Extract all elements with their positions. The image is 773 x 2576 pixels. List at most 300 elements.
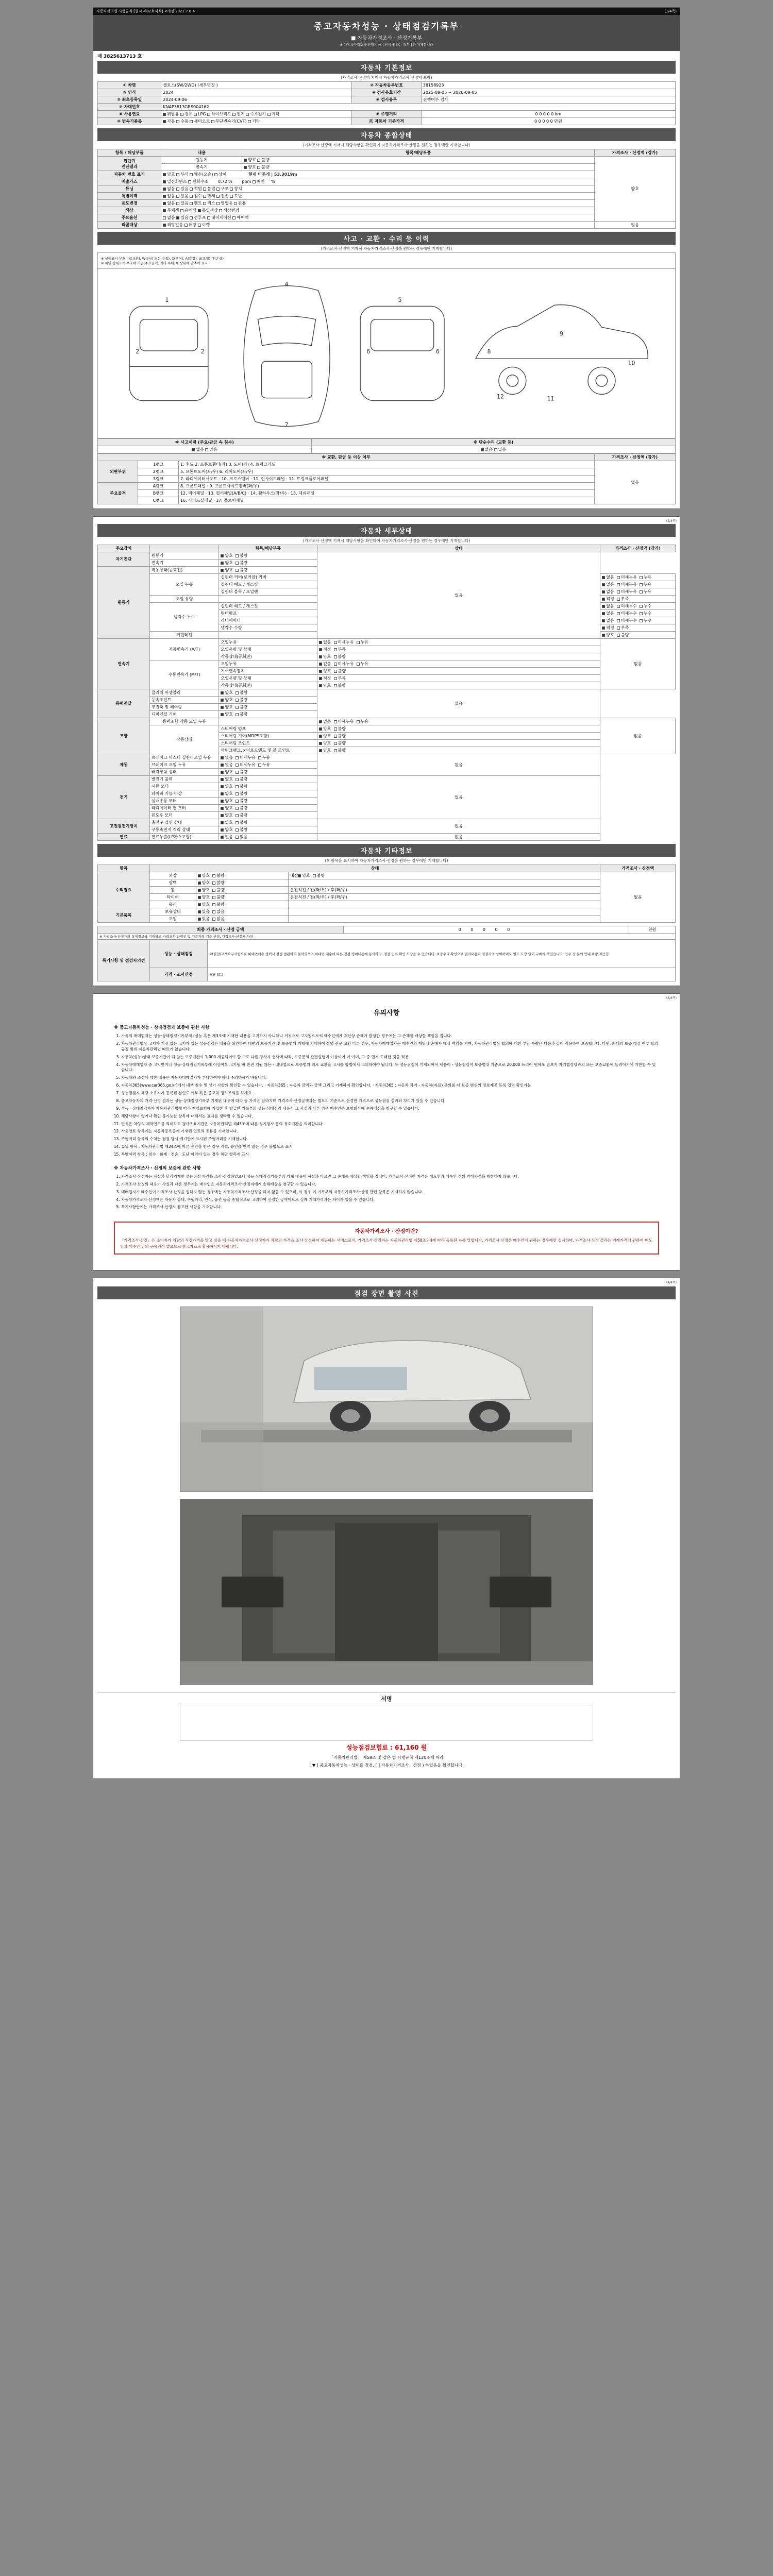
other-option-label: 양호 [201, 902, 213, 907]
notice-item: 7. 성능점검시 해당 소유자가 등록된 본인도 여부 혹은 중고차 정보조회를 하세요. [121, 1091, 659, 1096]
checkbox-불량[interactable] [334, 735, 337, 738]
detail-option-label: 불량 [239, 784, 250, 789]
checkbox-양호[interactable] [221, 699, 224, 702]
section-sub-detail: (가격조사·산정액 기재시 해당사항을 확인하여 자동차가격조사·산정을 원하는 경우에만 기재합니다) [303, 538, 470, 543]
checkbox-emission-hc[interactable] [188, 180, 191, 183]
accident-left-value: 없음 있음 [98, 446, 312, 453]
checkbox-usage-none[interactable] [163, 202, 166, 205]
checkbox-special-none[interactable] [163, 195, 166, 198]
checkbox-양호[interactable] [198, 903, 201, 906]
checkbox-누유[interactable] [357, 641, 360, 644]
checkbox-accident-yes[interactable] [205, 448, 208, 451]
checkbox-없음[interactable] [212, 910, 215, 913]
checkbox-usage-business[interactable] [216, 202, 220, 205]
checkbox-양호[interactable] [198, 896, 201, 899]
checkbox-없음[interactable] [602, 583, 605, 586]
checkbox-fuel-hybrid[interactable] [207, 113, 210, 116]
detail-item-label: 시동 모터 [149, 783, 219, 790]
other-detail-cell [288, 908, 600, 916]
checkbox-accident-none[interactable] [192, 448, 195, 451]
detail-item-label: 등속조인트 [149, 697, 219, 704]
detail-option-label: 양호 [323, 748, 334, 753]
checkbox-불량[interactable] [236, 821, 239, 824]
detail-option-label: 양호 [225, 784, 236, 789]
accident-parts-head: ※ 교환, 판금 등 이상 여부 [98, 454, 595, 461]
checkbox-있음[interactable] [236, 836, 239, 839]
checkbox-tuning-none[interactable] [163, 188, 166, 191]
detail-option-label: 부족 [338, 676, 349, 681]
detail-item-label: 원동기 [149, 552, 219, 560]
checkbox-simplerepair-none[interactable] [481, 448, 484, 451]
overall-col-fee: 가격조사 · 산정액 (감가) [595, 149, 676, 157]
checkbox-양호[interactable] [198, 882, 201, 885]
checkbox-양호[interactable] [221, 691, 224, 694]
checkbox-미세누유[interactable] [334, 641, 337, 644]
checkbox-불량[interactable] [236, 778, 239, 781]
checkbox-양호[interactable] [221, 706, 224, 709]
detail-state-cell [219, 834, 317, 841]
checkbox-불량[interactable] [334, 749, 337, 752]
notice-head-2: ※ 자동차가격조사 · 산정의 보증에 관한 사항 [114, 1165, 201, 1171]
detail-fee-cell: 없음 [317, 819, 600, 834]
checkbox-불량[interactable] [212, 874, 215, 877]
checkbox-미세누유[interactable] [334, 720, 337, 723]
other-detail-cell: 운전석전 / 전(좌/우) / 후(좌/우) [288, 887, 600, 894]
remarks-text-performance: ※(별첨)고객요구사항으로 비대면배송 선택시 점검 참관하지 못하였으며 비대면 배송에 따른 정검·정비내용에 동의하고, 점검 인수 확인 도장을 수 있습니다. 보증수리 확인으로 결과내용과 점검자의 상이하여도 별도 도장 없이 구매에 하였습니다. 인수 전 문의 안내 차량 제공함 [207, 940, 675, 968]
other-state-cell [196, 894, 288, 901]
checkbox-fuel-diesel[interactable] [180, 113, 183, 116]
basic-label-inspection-type: ⑥ 검사유무 [352, 96, 422, 104]
car-diagram-svg [98, 269, 675, 438]
checkbox-usage-gov[interactable] [234, 202, 237, 205]
checkbox-양호[interactable] [319, 735, 322, 738]
detail-option-label: 없음 [606, 604, 617, 608]
checkbox-불량[interactable] [236, 699, 239, 702]
checkbox-누유[interactable] [640, 583, 643, 586]
checkbox-미세누유[interactable] [236, 764, 239, 767]
notice-list-performance [121, 1033, 659, 1158]
overall-scantool-engine-state: 양호 불량 [242, 157, 595, 164]
basic-value-platenum: 38158923 [421, 82, 675, 89]
detail-row [98, 834, 676, 841]
checkbox-불량[interactable] [236, 706, 239, 709]
svg-text:5: 5 [398, 297, 402, 304]
checkbox-usage-rent[interactable] [190, 202, 193, 205]
checkbox-불량[interactable] [236, 828, 239, 832]
detail-option-label: 불량 [239, 813, 250, 818]
checkbox-option-navi[interactable] [207, 216, 210, 219]
accident-parts-2: 5. 프론트도어(좌/우) 6. 리어도어(좌/우) [178, 468, 594, 476]
other-state-cell [196, 908, 288, 916]
notice-item: 13. 주행거리 항목의 수치는 점검 당시 계기판에 표시된 주행거리를 기재합니다. [121, 1137, 659, 1142]
checkbox-없음[interactable] [319, 641, 322, 644]
section-title-other: 자동차 기타정보 [97, 844, 676, 857]
checkbox-불량[interactable] [334, 727, 337, 731]
detail-option-label: 불량 [239, 770, 250, 774]
other-item-label: 보유상태 [149, 908, 196, 916]
other-info-table [97, 865, 676, 923]
checkbox-special-flood[interactable] [190, 195, 193, 198]
checkbox-양호[interactable] [319, 684, 322, 687]
checkbox-양호[interactable] [198, 889, 201, 892]
checkbox-불량[interactable] [236, 562, 239, 565]
checkbox-불량[interactable] [236, 771, 239, 774]
checkbox-fuel-gasoline[interactable] [163, 113, 166, 116]
checkbox-불량[interactable] [236, 554, 239, 557]
checkbox-불량[interactable] [236, 792, 239, 795]
checkbox-simplerepair-yes[interactable] [494, 448, 497, 451]
detail-sub-label: 오일 누유 [149, 574, 219, 596]
detail-state-cell [600, 610, 676, 617]
checkbox-있음[interactable] [198, 918, 201, 921]
checkbox-양호[interactable] [221, 554, 224, 557]
checkbox-없음[interactable] [319, 663, 322, 666]
tm-opt-etc: 기타 [252, 119, 260, 124]
checkbox-불량[interactable] [334, 742, 337, 745]
fuel-opt-ev: 전기 [237, 112, 245, 116]
checkbox-tm-semiauto[interactable] [190, 120, 193, 123]
checkbox-양호[interactable] [221, 569, 224, 572]
checkbox-미세누수[interactable] [617, 619, 620, 622]
final-price-digits: 0 0 0 0 0 [343, 926, 629, 934]
checkbox-양호[interactable] [319, 749, 322, 752]
accident-parts-fee: 없음 [595, 461, 676, 504]
accident-legend-1: ※ 상태표시 부호 : X(교환), W(판금 또는 용접), C(부식), A(흠집), U(요철), T(손상) [101, 257, 224, 261]
detail-state-cell [317, 733, 600, 740]
checkbox-option-airbag[interactable] [232, 216, 236, 219]
detail-option-label: 누수 [643, 604, 654, 608]
checkbox-emission-smoke[interactable] [253, 180, 256, 183]
insurance-fee-row [97, 1741, 676, 1754]
basic-label-mileage: ⑨ 주행거리 [352, 111, 422, 118]
detail-option-label: 불량 [239, 712, 250, 717]
checkbox-누유[interactable] [258, 756, 261, 759]
detail-option-label: 미세누유 [620, 589, 640, 594]
checkbox-tuning-structure[interactable] [216, 188, 220, 191]
checkbox-양호[interactable] [298, 874, 301, 877]
overall-label-emission: 배출가스 [98, 178, 161, 185]
checkbox-option-yes[interactable] [176, 216, 179, 219]
detail-item-label: 실린더 커버(로커암) 커버 [219, 574, 317, 581]
detail-option-label: 양호 [323, 741, 334, 745]
photo-1-graphic [180, 1307, 593, 1492]
checkbox-usage-yes[interactable] [176, 202, 179, 205]
checkbox-없음[interactable] [602, 619, 605, 622]
checkbox-미세누유[interactable] [617, 590, 620, 594]
svg-text:2: 2 [136, 348, 140, 355]
checkbox-fuel-etc[interactable] [267, 113, 271, 116]
accident-legend-2: ※ 하단 상태표시 부호에 기준(주요골격, 기타 부위)에 상태에 맞추어 표시 [101, 261, 208, 265]
checkbox-tm-manual[interactable] [176, 120, 179, 123]
checkbox-scan-engine-good[interactable] [244, 159, 247, 162]
detail-option-label: 양호 [225, 561, 236, 565]
checkbox-special-theft[interactable] [230, 195, 233, 198]
checkbox-양호[interactable] [319, 742, 322, 745]
checkbox-tuning-illegal[interactable] [203, 188, 206, 191]
other-option-label: 있음 [201, 917, 213, 921]
detail-option-label: 없음 [606, 575, 617, 580]
checkbox-불량[interactable] [334, 655, 337, 658]
checkbox-special-yes[interactable] [176, 195, 179, 198]
detail-item-label: 충전구 절연 상태 [149, 819, 219, 826]
checkbox-tm-etc[interactable] [248, 120, 251, 123]
detail-option-label: 양호 [225, 813, 236, 818]
detail-item-label: 작동상태(공회전) [219, 682, 317, 689]
checkbox-양호[interactable] [221, 821, 224, 824]
detail-option-label: 누유 [262, 755, 273, 760]
checkbox-부족[interactable] [334, 648, 337, 651]
page-number-2: (2/4쪽) [666, 519, 677, 523]
detail-option-label: 누유 [360, 640, 372, 645]
detail-option-label: 불량 [239, 561, 250, 565]
checkbox-없음[interactable] [221, 756, 224, 759]
form-legal-ref: 자동차관리법 시행규칙 [별지 제82호서식] <개정 2021.7.6.> [96, 9, 196, 13]
checkbox-불량[interactable] [617, 634, 620, 637]
checkbox-plate-corrosion[interactable] [176, 173, 179, 176]
detail-row [98, 689, 676, 697]
checkbox-양호[interactable] [221, 785, 224, 788]
detail-sub-label: 자동변속기 (A/T) [149, 639, 219, 660]
detail-group-label: 고전원전기장치 [98, 819, 150, 834]
checkbox-적정[interactable] [602, 626, 605, 630]
checkbox-plate-good[interactable] [163, 173, 166, 176]
checkbox-불량[interactable] [236, 814, 239, 817]
other-group-repair: 수리필요 [98, 872, 150, 908]
checkbox-tm-cvt[interactable] [211, 120, 214, 123]
accident-right-value: 없음 있음 [311, 446, 675, 453]
checkbox-recall-yes[interactable] [184, 224, 188, 227]
other-option-label: 양호 [201, 888, 213, 892]
checkbox-양호[interactable] [221, 562, 224, 565]
checkbox-미세누유[interactable] [617, 576, 620, 579]
section-sub-accident: (가격조사·산정액 기재시 자동차가격조사·산정을 원하는 경우에만 기재합니다) [321, 246, 452, 251]
checkbox-양호[interactable] [221, 807, 224, 810]
svg-text:8: 8 [487, 348, 491, 355]
basic-value-inspection-period: 2025-09-05 ~ 2026-09-05 [421, 89, 675, 96]
detail-sub-label: 커먼레일 [149, 632, 219, 639]
detail-option-label: 없음 [606, 582, 617, 587]
checkbox-없음[interactable] [602, 605, 605, 608]
checkbox-미세누수[interactable] [617, 612, 620, 615]
fuel-opt-diesel: 경유 [184, 112, 193, 116]
detail-state-cell [317, 639, 600, 646]
checkbox-없음[interactable] [221, 764, 224, 767]
detail-row [98, 660, 676, 668]
svg-text:4: 4 [284, 281, 289, 288]
checkbox-fuel-ev[interactable] [232, 113, 236, 116]
detail-state-cell [219, 798, 317, 805]
checkbox-양호[interactable] [319, 655, 322, 658]
fuel-opt-h2: 수소전기 [250, 112, 266, 116]
notice-item: 5. 특기사항란에는 가격조사·산정시 참고한 사항을 기재합니다. [121, 1205, 659, 1210]
detail-option-label: 양호 [606, 633, 617, 637]
checkbox-tuning-legal[interactable] [190, 188, 193, 191]
detail-item-label: 오일누유 [219, 660, 317, 668]
accident-group-outer: 외판부위 [98, 461, 138, 483]
checkbox-option-none[interactable] [163, 216, 166, 219]
checkbox-불량[interactable] [212, 896, 215, 899]
basic-label-base-price: ⑪ 자동차 기준가격 [352, 118, 422, 125]
checkbox-color-mono[interactable] [163, 209, 166, 212]
checkbox-양호[interactable] [319, 727, 322, 731]
checkbox-불량[interactable] [236, 807, 239, 810]
checkbox-scan-tm-good[interactable] [244, 166, 247, 169]
checkbox-미세누유[interactable] [617, 583, 620, 586]
checkbox-recall-done[interactable] [198, 224, 201, 227]
final-price-unit: 천원 [629, 926, 676, 934]
checkbox-불량[interactable] [236, 713, 239, 716]
checkbox-scan-tm-bad[interactable] [257, 166, 260, 169]
checkbox-tuning-device[interactable] [230, 188, 233, 191]
checkbox-불량[interactable] [236, 800, 239, 803]
detail-option-label: 불량 [239, 553, 250, 558]
checkbox-누수[interactable] [640, 612, 643, 615]
checkbox-양호[interactable] [221, 713, 224, 716]
section-title-accident: 사고 · 교환 · 수리 등 이력 [97, 232, 676, 245]
checkbox-color-same[interactable] [198, 209, 201, 212]
final-price-note: ※ 가격조사·산정자의 실제정보를 기재하고 가격조사 산정인 및 기준가격 기준 산정, 가격조사·산정자 사항 [98, 934, 676, 940]
checkbox-없음[interactable] [602, 576, 605, 579]
detail-option-label: 미세누유 [620, 575, 640, 580]
checkbox-fuel-h2[interactable] [246, 113, 249, 116]
checkbox-fuel-lpg[interactable] [194, 113, 197, 116]
detail-state-cell [600, 632, 676, 639]
overall-label-tuning: 튜닝 [98, 185, 161, 193]
overall-scantool-tm: 변속기 [161, 164, 242, 171]
overall-label-usage: 용도변경 [98, 200, 161, 207]
overall-col-state: 항목/해당부품 [242, 149, 595, 157]
checkbox-양호[interactable] [221, 778, 224, 781]
checkbox-부족[interactable] [617, 598, 620, 601]
checkbox-적정[interactable] [319, 677, 322, 680]
checkbox-없음[interactable] [212, 918, 215, 921]
other-state-cell [196, 887, 288, 894]
checkbox-없음[interactable] [602, 590, 605, 594]
signature-area[interactable] [180, 1705, 593, 1741]
overall-label-scantool: 진단기 진단결과 [98, 157, 161, 171]
detail-state-cell [600, 617, 676, 624]
checkbox-누유[interactable] [357, 720, 360, 723]
other-row [98, 901, 676, 908]
checkbox-recall-na[interactable] [163, 224, 166, 227]
checkbox-emission-co[interactable] [163, 180, 166, 183]
other-option2-label: 양호 [302, 873, 313, 878]
detail-option-label: 불량 [338, 734, 349, 738]
checkbox-불량[interactable] [236, 569, 239, 572]
checkbox-적정[interactable] [319, 648, 322, 651]
checkbox-누수[interactable] [640, 605, 643, 608]
final-price-title: 최종 가격조사 · 산정 금액 [98, 926, 344, 934]
checkbox-양호[interactable] [198, 874, 201, 877]
basic-label-first-reg: ⑤ 최초등록일 [98, 96, 161, 104]
checkbox-special-total[interactable] [216, 195, 220, 198]
overall-scantool-engine: 원동기 [161, 157, 242, 164]
notice-title: 유의사항 [373, 1009, 400, 1017]
detail-option-label: 불량 [338, 683, 349, 688]
car-diagram [97, 268, 676, 438]
checkbox-양호[interactable] [221, 828, 224, 832]
checkbox-누유[interactable] [357, 663, 360, 666]
detail-state-cell [219, 761, 317, 769]
overall-emission-state: 일산화탄소 탄화수소 0.72 % ppm 매연 % [161, 178, 595, 185]
detail-fee-cell: 없음 [317, 776, 600, 819]
detail-option-label: 양호 [225, 799, 236, 803]
checkbox-양호[interactable] [221, 814, 224, 817]
doc-subtitle: ■ 자동차가격조사 · 산정기록부 [350, 36, 423, 41]
checkbox-불량[interactable] [236, 785, 239, 788]
checkbox-미세누수[interactable] [617, 605, 620, 608]
checkbox-불량[interactable] [334, 670, 337, 673]
detail-row [98, 718, 676, 725]
checkbox-tuning-yes[interactable] [176, 188, 179, 191]
checkbox-양호[interactable] [319, 670, 322, 673]
checkbox-부족[interactable] [617, 626, 620, 630]
detail-option-label: 미세누유 [338, 719, 357, 724]
other-row [98, 887, 676, 894]
section-title-detail: 자동차 세부상태 [97, 524, 676, 537]
checkbox-special-fire[interactable] [203, 195, 206, 198]
checkbox-color-chroma[interactable] [180, 209, 183, 212]
overall-label-special: 특별이력 [98, 193, 161, 200]
basic-value-fuel [161, 111, 352, 118]
checkbox-불량[interactable] [313, 874, 316, 877]
checkbox-없음[interactable] [221, 836, 224, 839]
detail-state-cell [219, 812, 317, 819]
checkbox-적정[interactable] [602, 598, 605, 601]
checkbox-양호[interactable] [602, 634, 605, 637]
detail-fee-cell: 없음 [317, 552, 600, 639]
checkbox-불량[interactable] [334, 684, 337, 687]
checkbox-plate-diff[interactable] [214, 173, 217, 176]
checkbox-plate-damage[interactable] [190, 173, 193, 176]
detail-group-label: 조향 [98, 718, 150, 754]
footer-legal-1: 「자동차관리법」 제58조 및 같은 법 시행규칙 제120조에 따라 [329, 1755, 444, 1760]
checkbox-있음[interactable] [198, 910, 201, 913]
other-col-fee: 가격조사 · 산정액 [600, 865, 676, 872]
checkbox-tm-auto[interactable] [163, 120, 166, 123]
checkbox-불량[interactable] [212, 889, 215, 892]
checkbox-양호[interactable] [221, 792, 224, 795]
detail-row [98, 639, 676, 646]
checkbox-없음[interactable] [319, 720, 322, 723]
detail-option-label: 양호 [225, 791, 236, 796]
detail-row [98, 552, 676, 560]
checkbox-미세누유[interactable] [236, 756, 239, 759]
notice-item: 14. 튜닝 항목 : 자동차관리법 제34조에 따른 승인을 받은 경우 적법, 승인을 받지 않은 경우 불법으로 표시 [121, 1144, 659, 1150]
detail-state-cell [219, 697, 317, 704]
checkbox-scan-engine-bad[interactable] [257, 159, 260, 162]
detail-fee-cell: 없음 [317, 754, 600, 776]
checkbox-없음[interactable] [602, 612, 605, 615]
detail-state-cell [219, 711, 317, 718]
checkbox-누유[interactable] [258, 764, 261, 767]
checkbox-누수[interactable] [640, 619, 643, 622]
checkbox-usage-lease[interactable] [203, 202, 206, 205]
detail-option-label: 양호 [225, 777, 236, 782]
checkbox-불량[interactable] [236, 691, 239, 694]
checkbox-누유[interactable] [640, 576, 643, 579]
checkbox-option-sunroof[interactable] [190, 216, 193, 219]
checkbox-누유[interactable] [640, 590, 643, 594]
checkbox-불량[interactable] [212, 903, 215, 906]
checkbox-불량[interactable] [212, 882, 215, 885]
detail-option-label: 불량 [239, 698, 250, 702]
checkbox-양호[interactable] [221, 800, 224, 803]
checkbox-color-changed[interactable] [219, 209, 222, 212]
checkbox-부족[interactable] [334, 677, 337, 680]
checkbox-양호[interactable] [221, 771, 224, 774]
checkbox-미세누유[interactable] [334, 663, 337, 666]
